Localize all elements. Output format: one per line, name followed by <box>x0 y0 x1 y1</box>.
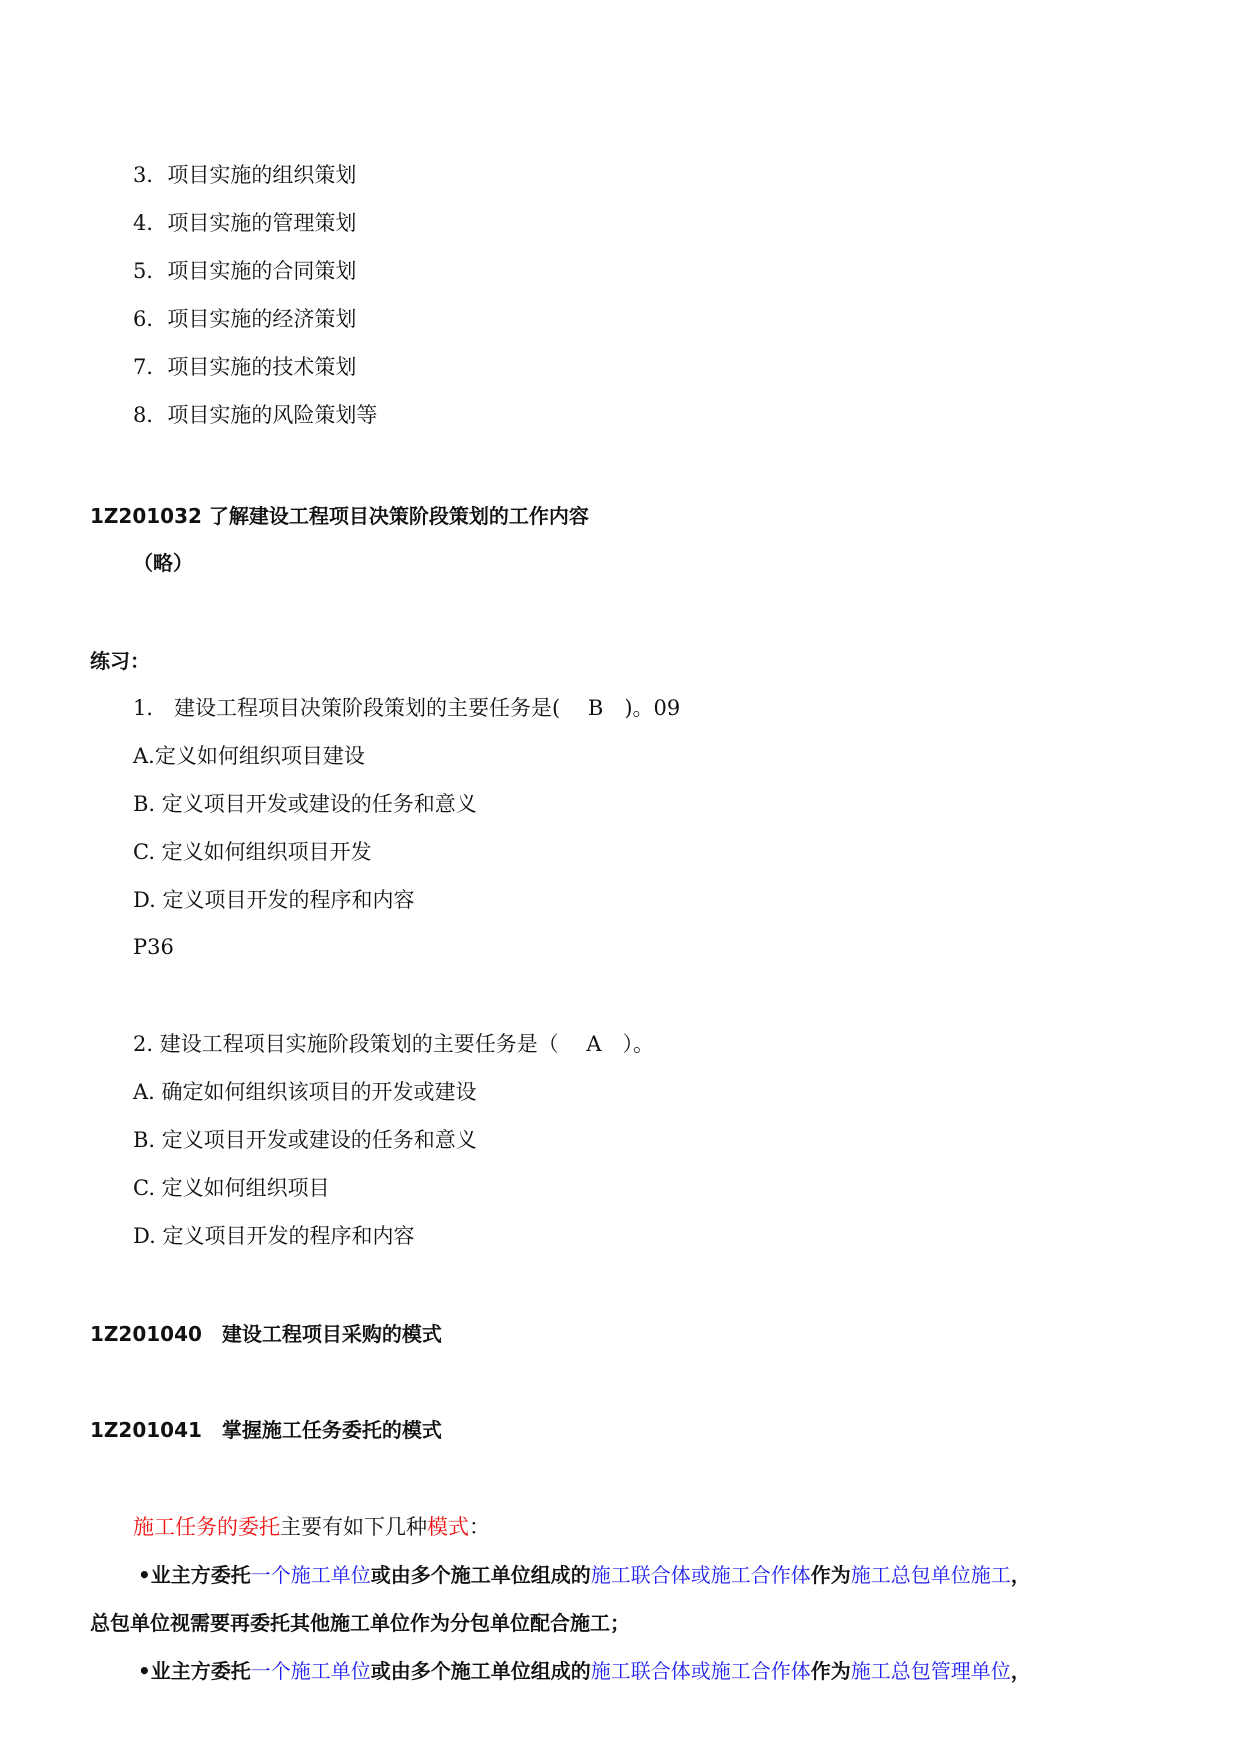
bullet-1-text-1: 或由多个施工单位组成的 <box>370 1563 591 1587</box>
bullet-2-prefix: •业主方委托 <box>138 1659 251 1683</box>
question-1-option-a: A.定义如何组织项目建设 <box>133 744 365 768</box>
bullet-1-continuation: 总包单位视需要再委托其他施工单位作为分包单位配合施工； <box>90 1611 630 1635</box>
bullet-1-highlight-1: 一个施工单位 <box>250 1563 371 1587</box>
bullet-2-text-1: 或由多个施工单位组成的 <box>370 1659 591 1683</box>
question-1-option-d: D. 定义项目开发的程序和内容 <box>133 888 415 912</box>
list-item: 6．项目实施的经济策划 <box>133 307 357 331</box>
section-heading-1032: 1Z201032 了解建设工程项目决策阶段策划的工作内容 <box>90 504 589 528</box>
intro-text: 主要有如下几种 <box>280 1515 427 1539</box>
section-heading-1041: 1Z201041 掌握施工任务委托的模式 <box>90 1418 442 1442</box>
question-1-page-ref: P36 <box>133 935 174 959</box>
bullet-2-highlight-2: 施工联合体或施工合作体 <box>590 1659 811 1683</box>
list-item: 3．项目实施的组织策划 <box>133 163 357 187</box>
omitted-note: （略） <box>133 551 193 575</box>
intro-paragraph <box>133 1512 490 1542</box>
bullet-2-text-2: 作为 <box>810 1659 851 1683</box>
question-2-option-c: C. 定义如何组织项目 <box>133 1176 330 1200</box>
question-2-option-a: A. 确定如何组织该项目的开发或建设 <box>133 1080 477 1104</box>
intro-highlight-1: 施工任务的委托 <box>133 1515 280 1539</box>
intro-colon: ： <box>469 1515 490 1539</box>
bullet-1-text-2: 作为 <box>810 1563 851 1587</box>
list-item: 4．项目实施的管理策划 <box>133 211 357 235</box>
bullet-2-end: ， <box>1010 1659 1031 1683</box>
practice-label: 练习： <box>90 649 150 673</box>
bullet-1-prefix: •业主方委托 <box>138 1563 251 1587</box>
bullet-1-end: ， <box>1010 1563 1031 1587</box>
bullet-2-highlight-1: 一个施工单位 <box>250 1659 371 1683</box>
bullet-1 <box>138 1560 1031 1590</box>
question-1-stem: 1． 建设工程项目决策阶段策划的主要任务是( B )。09 <box>133 696 681 720</box>
section-heading-1040: 1Z201040 建设工程项目采购的模式 <box>90 1322 442 1346</box>
list-item: 5．项目实施的合同策划 <box>133 259 357 283</box>
bullet-1-highlight-3: 施工总包单位施工 <box>850 1563 1011 1587</box>
list-item: 7．项目实施的技术策划 <box>133 355 357 379</box>
intro-highlight-2: 模式 <box>427 1515 469 1539</box>
bullet-2 <box>138 1656 1031 1686</box>
question-2-option-b: B. 定义项目开发或建设的任务和意义 <box>133 1128 477 1152</box>
question-1-option-b: B. 定义项目开发或建设的任务和意义 <box>133 792 477 816</box>
question-2-option-d: D. 定义项目开发的程序和内容 <box>133 1224 415 1248</box>
bullet-1-highlight-2: 施工联合体或施工合作体 <box>590 1563 811 1587</box>
list-item: 8．项目实施的风险策划等 <box>133 403 378 427</box>
question-2-stem: 2. 建设工程项目实施阶段策划的主要任务是（ A ）。 <box>133 1032 655 1056</box>
question-1-option-c: C. 定义如何组织项目开发 <box>133 840 372 864</box>
bullet-2-highlight-3: 施工总包管理单位 <box>850 1659 1011 1683</box>
